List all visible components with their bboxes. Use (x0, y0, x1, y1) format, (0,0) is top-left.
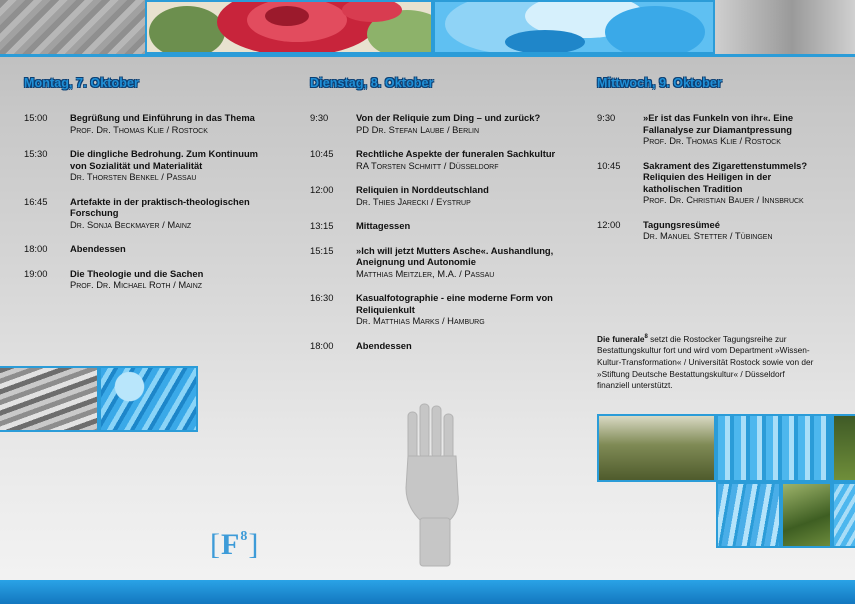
event-speaker: Prof. Dr. Michael Roth / Mainz (70, 279, 203, 290)
event-speaker: Dr. Sonja Beckmayer / Mainz (70, 218, 192, 230)
event-speaker: Matthias Meitzler, M.A. / Passau (356, 267, 495, 279)
event-speaker: Prof. Dr. Thomas Klie / Rostock (70, 123, 208, 135)
day-column-wednesday (597, 76, 829, 255)
event-time: 16:30 (310, 292, 334, 303)
event-speaker: Dr. Matthias Marks / Hamburg (356, 315, 485, 326)
event-item (310, 148, 570, 171)
event-item (24, 196, 274, 231)
event-time: 15:15 (310, 244, 334, 256)
event-speaker: RA Torsten Schmitt / Düsseldorf (356, 159, 499, 171)
flower-illustration (147, 2, 433, 54)
event-item (597, 219, 829, 242)
event-title: Begrüßung und Einführung in das Thema (70, 112, 255, 123)
header-photo-blue-flower (433, 0, 715, 54)
photo-blue-pillar (716, 414, 832, 482)
blue-flower-illustration (435, 2, 715, 54)
hand-relic-watermark (400, 402, 470, 567)
event-title: »Er ist das Funkeln von ihr«. Eine Fallanalyse zur Diamantpressung (643, 112, 794, 135)
event-title: Kasualfotographie - eine moderne Form von Reliquienkult (356, 292, 553, 315)
event-title: Sakrament des Zigarettenstummels? Reliquien des Heiligen in der katholischen Tradition (643, 159, 808, 194)
photo-blue-flowers (99, 366, 198, 432)
event-time: 13:15 (310, 220, 334, 231)
event-title: Abendessen (70, 243, 126, 254)
header-photo-grey-right (715, 0, 855, 54)
footer-bar (0, 580, 855, 604)
event-speaker: Dr. Manuel Stetter / Tübingen (643, 230, 773, 241)
event-time: 9:30 (597, 112, 616, 123)
event-item (310, 245, 570, 280)
event-item (310, 184, 570, 207)
event-item (24, 112, 274, 135)
photo-foliage (832, 414, 855, 482)
event-title: Rechtliche Aspekte der funeralen Sachkultur (356, 148, 556, 159)
day-column-monday (24, 76, 274, 304)
event-title: Die Theologie und die Sachen (70, 267, 204, 279)
event-list (597, 112, 829, 242)
event-title: Reliquien in Norddeutschland (356, 184, 489, 195)
header-rule (0, 54, 855, 57)
event-time: 12:00 (597, 218, 621, 230)
photo-grave-monument (597, 414, 716, 482)
event-time: 9:30 (310, 112, 329, 123)
top-image-strip (0, 0, 855, 54)
photo-blue-edge (832, 482, 855, 548)
event-item (597, 160, 829, 206)
event-time: 19:00 (24, 267, 48, 279)
event-title: Die dingliche Bedrohung. Zum Kontinuum von Sozialität und Materialität (70, 148, 259, 171)
header-photo-flowers (145, 0, 433, 54)
event-time: 15:00 (24, 112, 48, 123)
event-item (310, 340, 570, 352)
event-list (310, 112, 570, 351)
logo-bracket-open: [ (210, 528, 221, 561)
day-column-tuesday (310, 76, 570, 364)
event-speaker: Dr. Thorsten Benkel / Passau (70, 171, 197, 182)
event-time: 10:45 (310, 148, 334, 159)
event-time: 18:00 (24, 243, 48, 254)
event-item (24, 148, 274, 183)
funding-note-text: setzt die Rostocker Tagungsreihe zur Bestattungskultur fort und wird vom Department »Wissen-Kultur-Transformation« / Universität Rostock sowie von der »Stiftung Deutsche Bestattungskultur« / Düsseldorf finanziell unterstützt. (597, 333, 814, 391)
day-heading: Dienstag, 8. Oktober (310, 76, 434, 90)
day-heading: Montag, 7. Oktober (24, 76, 140, 90)
photo-grey-flowers (0, 366, 99, 432)
event-list (24, 112, 274, 291)
event-item (310, 112, 570, 135)
event-title: Mittagessen (356, 220, 411, 231)
event-time: 15:30 (24, 148, 48, 159)
event-time: 12:00 (310, 184, 334, 195)
event-title: »Ich will jetzt Mutters Asche«. Aushandlung, Aneignung und Autonomie (356, 244, 554, 267)
event-speaker: Prof. Dr. Christian Bauer / Innsbruck (643, 194, 804, 205)
event-item (310, 220, 570, 232)
event-item (24, 243, 274, 255)
photo-trees (781, 482, 832, 548)
logo-bracket-close: ] (248, 528, 260, 561)
logo-letter: F (221, 528, 241, 561)
header-photo-grey-left (0, 0, 145, 54)
event-speaker: Prof. Dr. Thomas Klie / Rostock (643, 135, 781, 146)
event-item (24, 268, 274, 291)
day-heading: Mittwoch, 9. Oktober (597, 76, 722, 90)
event-title: Tagungsresümeé (643, 218, 720, 230)
event-time: 10:45 (597, 159, 621, 171)
f8-logo (210, 528, 259, 562)
event-time: 16:45 (24, 195, 48, 207)
funding-note (597, 332, 815, 392)
event-item (597, 112, 829, 147)
event-title: Artefakte in der praktisch-theologischen Forschung (70, 195, 250, 218)
event-speaker: Dr. Thies Jarecki / Eystrup (356, 195, 471, 207)
logo-superscript: 8 (240, 529, 249, 544)
funding-note-lead: Die funerale (597, 333, 645, 344)
event-item (310, 292, 570, 327)
funding-note-superscript: 8 (644, 334, 648, 340)
event-title: Von der Reliquie zum Ding – und zurück? (356, 112, 541, 123)
photo-blue-stone (716, 482, 781, 548)
event-title: Abendessen (356, 339, 412, 351)
event-time: 18:00 (310, 339, 334, 351)
event-speaker: PD Dr. Stefan Laube / Berlin (356, 123, 480, 135)
